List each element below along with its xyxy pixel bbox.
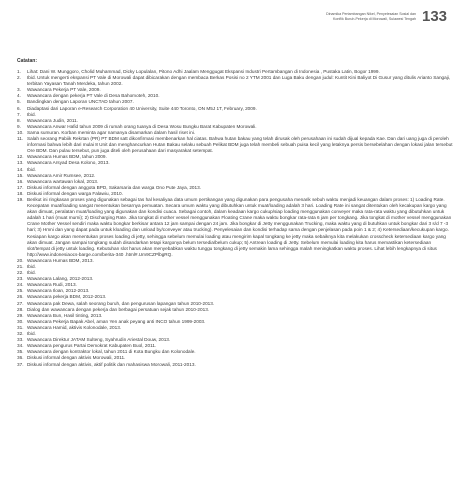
endnote-text: Ibid. [27,111,36,117]
endnote-number: 23. [17,276,24,282]
endnote-number: 11. [17,136,24,142]
endnote-number: 15. [17,172,24,178]
endnote-number: 29. [17,312,24,318]
endnote-text: Wawancara Judin, 2011. [27,117,79,123]
endnote-text: Wawancara pekerja BDM, 2012-2013. [27,294,107,300]
endnote-number: 30. [17,318,24,324]
endnote-number: 3. [17,87,21,93]
endnote-text: Wawancara wartawan lokal, 2013. [27,178,99,184]
endnote-text: Ibid. [27,270,36,276]
endnote-number: 36. [17,355,24,361]
endnote-text: Diskusi informal dengan aktivis Morowali, 2011. [27,355,126,361]
endnote-text: Diadaptasi dari Laporan e-Research Corporation 40 University, Suite 440 Toronto, ON M5J 1T, February, 2009. [27,105,257,111]
endnote-number: 14. [17,166,24,172]
endnote-number: 5. [17,99,21,105]
endnote-text: Ibid. [27,166,36,172]
endnote-number: 7. [17,111,21,117]
endnote-text: Berikut ini ringkasan proses yang digunakan sebagai tas hal kesaliyaa data umum pertikangan yang digunakan para pengusaha menarik sebuh waktu menjadi keuangan dalam proses: 1) Loading Rate. Kecepatan muat/loading sangat menentukan besarnya pemuatan. Secara umum waktu yang dibutuhkan untuk muat/loading adalah 3 hari. Loading Rate ini sangat ditentukan oleh kecakupan kargo yang akan dimuat, peralatan muat/loading yang digunakan dan kondisi cuaca. Sebagai contoh, dalam keadaan kargo cukup/siap loading menggunakan conveyer maka rata-rata waktu yang dibutuhkan untuk adalah 1 hari (muat murni); 2) Discharging Rate. Jika tongkat di mother vessel menggunakan Floating Crane maka waktu bongkar rata-rata 6 jam per tongkang. Jika tongkat di mother vessel menggunakan Crane Mother Vessel sendiri maka waktu bongkar berkisar antara 12 jam sampai dengan 24 jam. Jika bongkar di Jetty menggunakan Trucking, maka waktu yang di butuhkan untuk bongkar dari 3 s/d 7 -3 hari; 3) Hmni dan yang dapat pada untuk kloading dan unload by/conveyer atau trucking). Penyelesaian dan kondisi terhadap sama dengan penjelasan pada poin 1 & 2; 4) Ketersediaan/kecukupan kargo. Kesiapan kargo akan menentukan proses loading di jetty, sehingga sebelum memulai loading atau mengirim kapal tongkang ke jetty maka sebaiknya kita melakukan crosscheck ketersediaan kargo yang akan dimuat. Jangan sampai tongkang sudah disandarkan tetapi kargonya belum tersedia/belum cukup; 5) Antrean loading di Jetty. Sebelum memulai loading kita harus memastikan ketersediaan slot/tempat di jetty untuk loading. Kebutuhan slot harus akan menyebabkan waktu tunggu tongkang di jetty semakin lama sehingga malah meningkatkan waktu proses. Lihat lebih lengkapnya di situs http://www.indonesiaocs-barge.com/berita-340 .html#.Um9CZPlbgRQ. [27,196,452,257]
endnote-item [17,136,453,154]
endnote-number: 1. [17,69,21,74]
endnote-number: 21. [17,264,24,269]
endnote-number: 6. [17,105,21,111]
endnote-number: 31. [17,324,24,330]
endnote-text: Wawancara Arsyad Desa Kolono, 2013. [27,160,110,166]
endnote-text: Ibid. Untuk mengerti ekspansi PT Vale di Morowali dapat dibicarakan dengan membaca Berkas Posisi no 2 YTM 2001 dan Luga Baku dengan judul: Kuntit Kini Baliyot Di Gusur yang ditulis Arianto Sangaji, terbitan Yayasan Tanah Merdeka, tahun 2002. [27,75,451,87]
endnote-text: Wawancara Hamid, aktivis Kolonodale, 2013. [27,324,122,330]
endnote-text: Wawancara Iloan, 2012-2013. [27,288,90,294]
endnote-text: Bandingkan dengan Laporan UNCTAD tahun 2007. [27,99,134,105]
endnote-text: Wawancara Bun, Hasil tinting, 2013. [27,312,103,318]
endnote-text: Diskusi informal dengan aktivis, aktif politik dan mahasiswa Morowali, 2011-2013. [27,361,196,367]
endnote-text: Wawancara Humas BDM, 2013. [27,257,94,263]
endnote-number: 18. [17,190,24,196]
endnote-text: Diskusi informal dengan anggota BPD, Sakarsaria dan warga Ono Pute Jaya, 2013. [27,184,202,190]
endnote-item [17,362,453,368]
endnote-number: 9. [17,123,21,129]
page-number: 133 [422,8,448,25]
endnote-text: Wawancara dengan pekerja PT Vale di Desa Bahomoteh, 2010. [27,93,160,99]
endnote-text: Wawancara pak Dewa, salah seorang buruh, dan pengurusan lapangan tahun 2010-2013. [27,300,215,306]
endnote-item [17,197,453,258]
endnote-number: 19. [17,196,24,202]
endnote-number: 34. [17,343,24,349]
running-header-line-2: Konflik Buruh-Pekerja di Morowali, Sulawesi Tengah [332,17,416,21]
endnote-number: 13. [17,160,24,166]
endnote-text: Wawancara Pekerja PT Vale, 2009. [27,87,101,93]
endnote-number: 33. [17,337,24,343]
endnote-number: 22. [17,270,24,276]
endnote-text: Wawancara Amir Rumsee, 2012. [27,172,96,178]
endnote-text: Lihat: Dani W. Munggoro, Cholid Muhammad, Dicky Lopulalan, Pitono Adhi Jaalam Menggugat Ekspansi Industri Pertambangan di Indonesia , Pustaka Latin, Bogor 1999. [27,69,380,74]
endnote-number: 16. [17,178,24,184]
endnote-text: Ibid. [27,264,36,269]
running-header-line-1: Dinamika Pertambangan Nikel, Penyelesaian Sosial dan [326,12,416,16]
endnote-number: 8. [17,117,21,123]
endnote-text: Sama sumuran. Korban meminta agar namanya disamarkan dalam hasil riset ini. [27,129,196,135]
endnote-text: Ibid. [27,331,36,337]
endnote-text: Wawancara Humas BDM, tahun 2009. [27,154,107,160]
notes-heading: Catatan: [17,58,38,64]
endnotes-list [17,69,453,368]
endnote-text: Wawancara dengan kontraktor lokal, tahun 2011 di Kota Bungku dan Kolonodale. [27,349,196,355]
endnote-number: 35. [17,349,24,355]
endnote-text: Salah seorang Pabiik Rekrtan (PR) PT BDM satt dikonfirmasi membenarkan hal ciatas. Bahwa hutan bakau yang telah dirusak oleh perusahaan ini sudah dijual kepada Kae. Dan dari uang juga di peroleh informasi bahwa lebih dari mulai 8 Unit dan menghancurkan Hutan Bakau selaku sebuah Pelikat BDM juga telah membeli sebuah puisa kecil yang letaknya persis bersebelahan dengan lokasi jalan tersebut Ore BDM. Dan pulau tersebut, pun juga diteli oleh perusahaan dari masyarakat setempat. [27,136,453,154]
endnote-text: Wawancara Rudi, 2013. [27,282,77,288]
endnote-number: 37. [17,361,24,367]
endnote-number: 24. [17,282,24,288]
endnote-number: 12. [17,154,24,160]
endnote-text: Diskusi informal dengan warga Falawiu, 2010. [27,190,123,196]
endnote-number: 32. [17,331,24,337]
endnote-number: 27. [17,300,24,306]
endnote-text: Wawancara Anwar Hafid tahun 2009 di rumah orang tuanya di Desa Wosu Bungku Barat Kabupaten Morowali. [27,123,257,129]
running-header [200,12,416,22]
endnote-number: 10. [17,129,24,135]
endnote-number: 25. [17,288,24,294]
endnote-number: 20. [17,257,24,263]
endnote-text: Wawancara Direktur JATAM Sulteng, Syahrudin Ariestal Douw, 2013. [27,337,171,343]
endnote-item [17,75,453,87]
endnote-text: Dialog dan wawancara dengan pekerja dan berbagai persatuan sejak tahun 2010-2013. [27,306,210,312]
endnote-text: Wawancara Pekerja Bapak Abel, aman Yen anak peyang anti INCO tahun 1999-2003. [27,318,206,324]
endnote-number: 2. [17,75,21,81]
endnote-number: 4. [17,93,21,99]
endnote-number: 28. [17,306,24,312]
endnote-number: 26. [17,294,24,300]
endnote-text: Wawancara Lalang, 2012-2013. [27,276,94,282]
endnote-text: Wawancara pengurus Partai Demokrat Kabupaten Buol, 2011. [27,343,157,349]
endnote-number: 17. [17,184,24,190]
